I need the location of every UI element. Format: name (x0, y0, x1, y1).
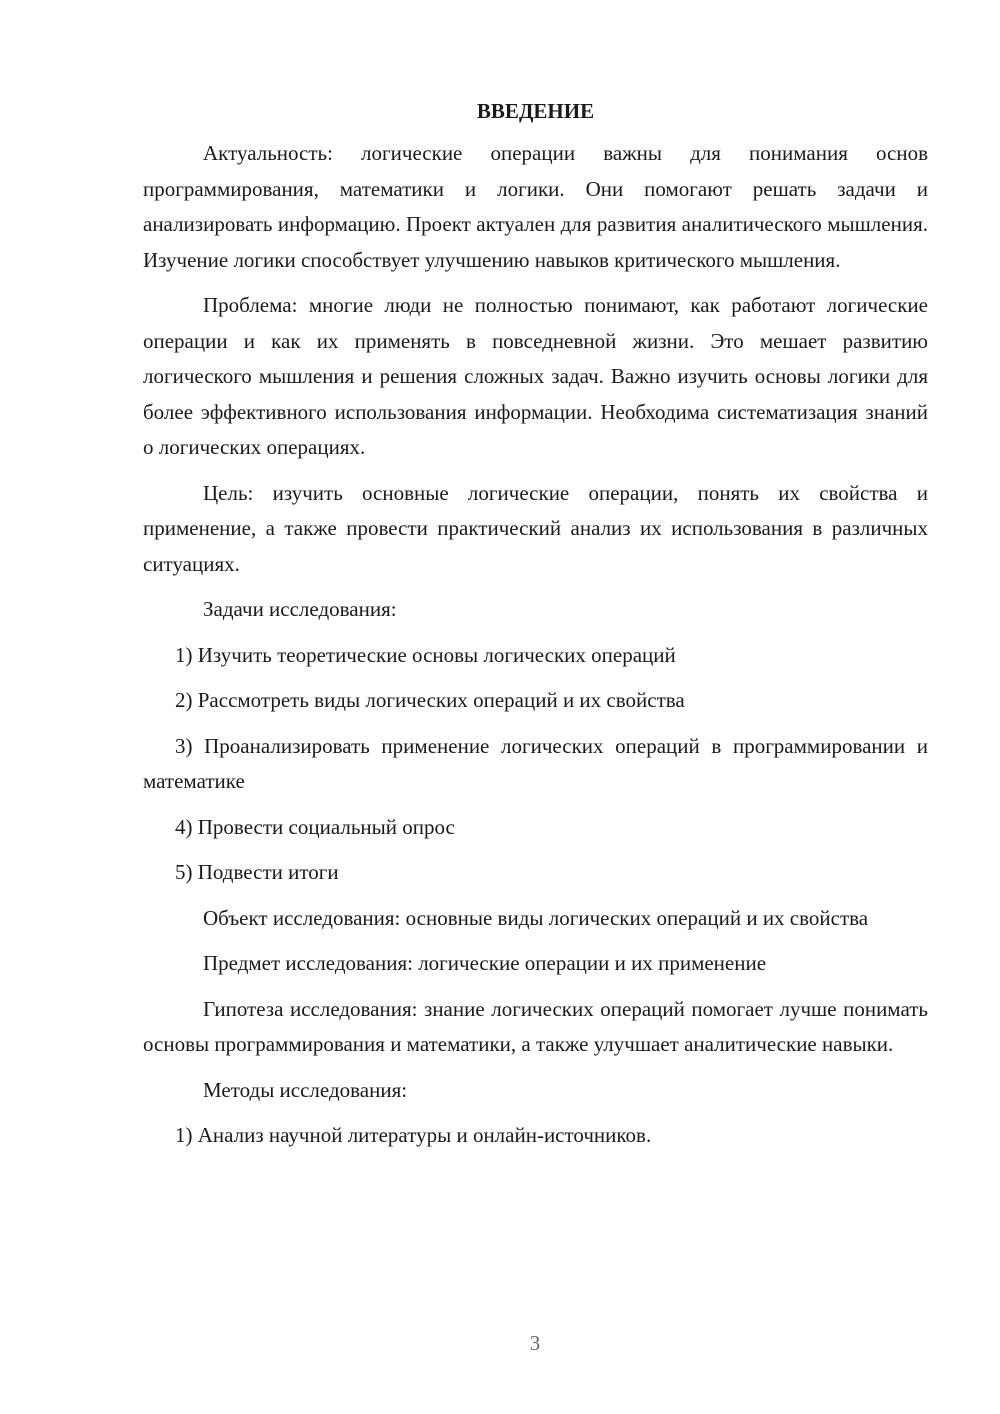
relevance-paragraph: Актуальность: логические операции важны для понимания основ программирования, математики и логики. Они помогают решать задачи и анализировать информацию. Проект актуален для развития аналитического мышления. Изучение логики способствует улучшению навыков критического мышления. (143, 141, 928, 272)
object-paragraph: Объект исследования: основные виды логических операций и их свойства (203, 905, 869, 930)
tasks-heading: Задачи исследования: (203, 597, 397, 621)
goal-paragraph: Цель: изучить основные логические операции, понять их свойства и применение, а также провести практический анализ их использования в различных ситуациях. (143, 480, 928, 576)
task-item-4: 4) Провести социальный опрос (175, 814, 455, 839)
method-item-1: 1) Анализ научной литературы и онлайн-источников. (175, 1123, 652, 1147)
document-page (143, 96, 928, 1164)
task-item-5: 5) Подвести итоги (175, 860, 339, 884)
subject-paragraph: Предмет исследования: логические операции и их применение (203, 951, 767, 975)
problem-paragraph: Проблема: многие люди не полностью понимают, как работают логические операции и как их применять в повседневной жизни. Это мешает развитию логического мышления и решения сложных задач. Важно изучить основы логики для более эффективного использования информации. Необходима систематизация знаний о логических операциях. (143, 293, 928, 459)
task-item-2: 2) Рассмотреть виды логических операций и их свойства (175, 688, 685, 712)
hypothesis-paragraph: Гипотеза исследования: знание логических операций помогает лучше понимать основы программирования и математики, а также улучшает аналитические навыки. (143, 996, 928, 1056)
task-item-3: 3) Проанализировать применение логических операций в программировании и математике (143, 733, 928, 793)
task-item-1: 1) Изучить теоретические основы логических операций (175, 642, 676, 667)
page-number: 3 (529, 1331, 541, 1355)
methods-heading: Методы исследования: (203, 1077, 408, 1102)
section-title: ВВЕДЕНИЕ (476, 99, 595, 123)
